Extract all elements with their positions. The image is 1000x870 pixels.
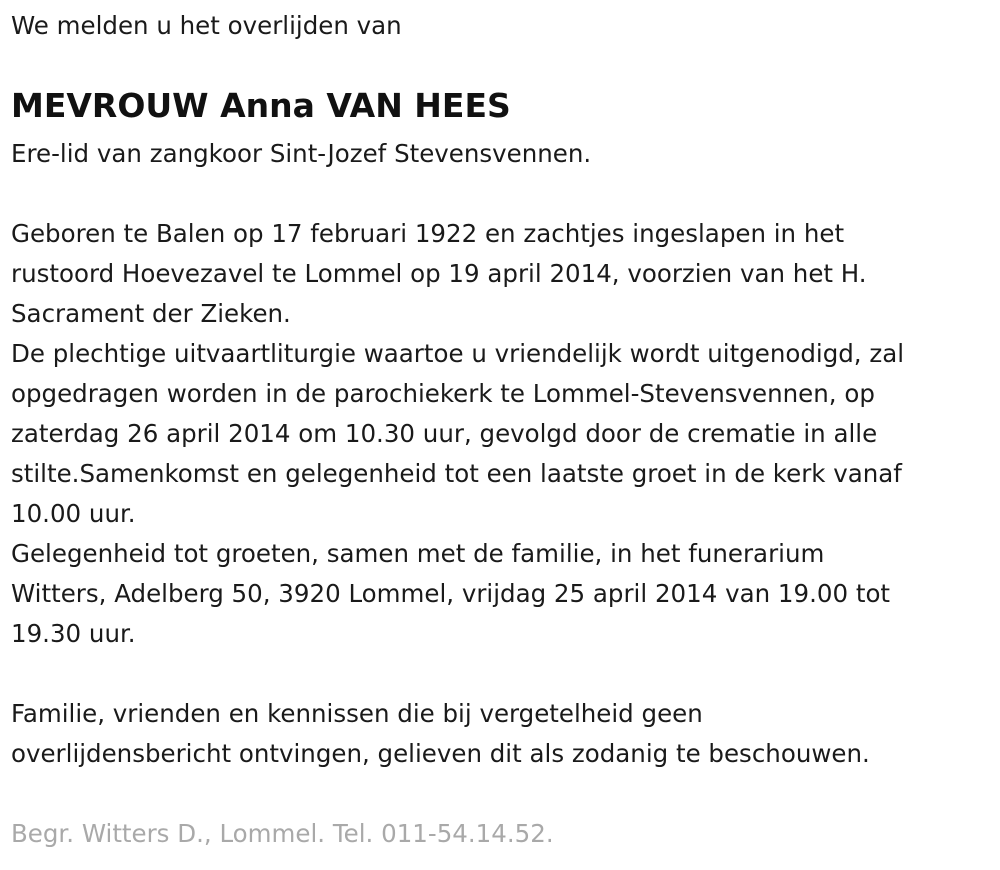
text-line: Witters, Adelberg 50, 3920 Lommel, vrijdag 25 april 2014 van 19.00 tot [11,579,891,608]
text-line: 10.00 uur. [11,499,136,528]
funeral-details-paragraph [11,214,904,654]
text-line: 19.30 uur. [11,619,136,648]
text-line: rustoord Hoevezavel te Lommel op 19 april 2014, voorzien van het H. [11,259,867,288]
text-line: stilte.Samenkomst en gelegenheid tot een laatste groet in de kerk vanaf [11,459,902,488]
text-line: opgedragen worden in de parochiekerk te Lommel-Stevensvennen, op [11,379,875,408]
funeral-home-credit: Begr. Witters D., Lommel. Tel. 011-54.14.52. [11,819,554,848]
text-line: zaterdag 26 april 2014 om 10.30 uur, gevolgd door de crematie in alle [11,419,878,448]
text-line: De plechtige uitvaartliturgie waartoe u vriendelijk wordt uitgenodigd, zal [11,339,905,368]
text-line: Gelegenheid tot groeten, samen met de familie, in het funerarium [11,539,825,568]
membership-note: Ere-lid van zangkoor Sint-Jozef Stevensvennen. [11,139,592,168]
intro-text: We melden u het overlijden van [11,11,402,40]
family-note-paragraph [11,694,870,774]
text-line: Sacrament der Zieken. [11,299,291,328]
text-line: Geboren te Balen op 17 februari 1922 en zachtjes ingeslapen in het [11,219,845,248]
text-line: Familie, vrienden en kennissen die bij vergetelheid geen [11,699,703,728]
deceased-name: MEVROUW Anna VAN HEES [11,86,511,125]
text-line: overlijdensbericht ontvingen, gelieven dit als zodanig te beschouwen. [11,739,870,768]
